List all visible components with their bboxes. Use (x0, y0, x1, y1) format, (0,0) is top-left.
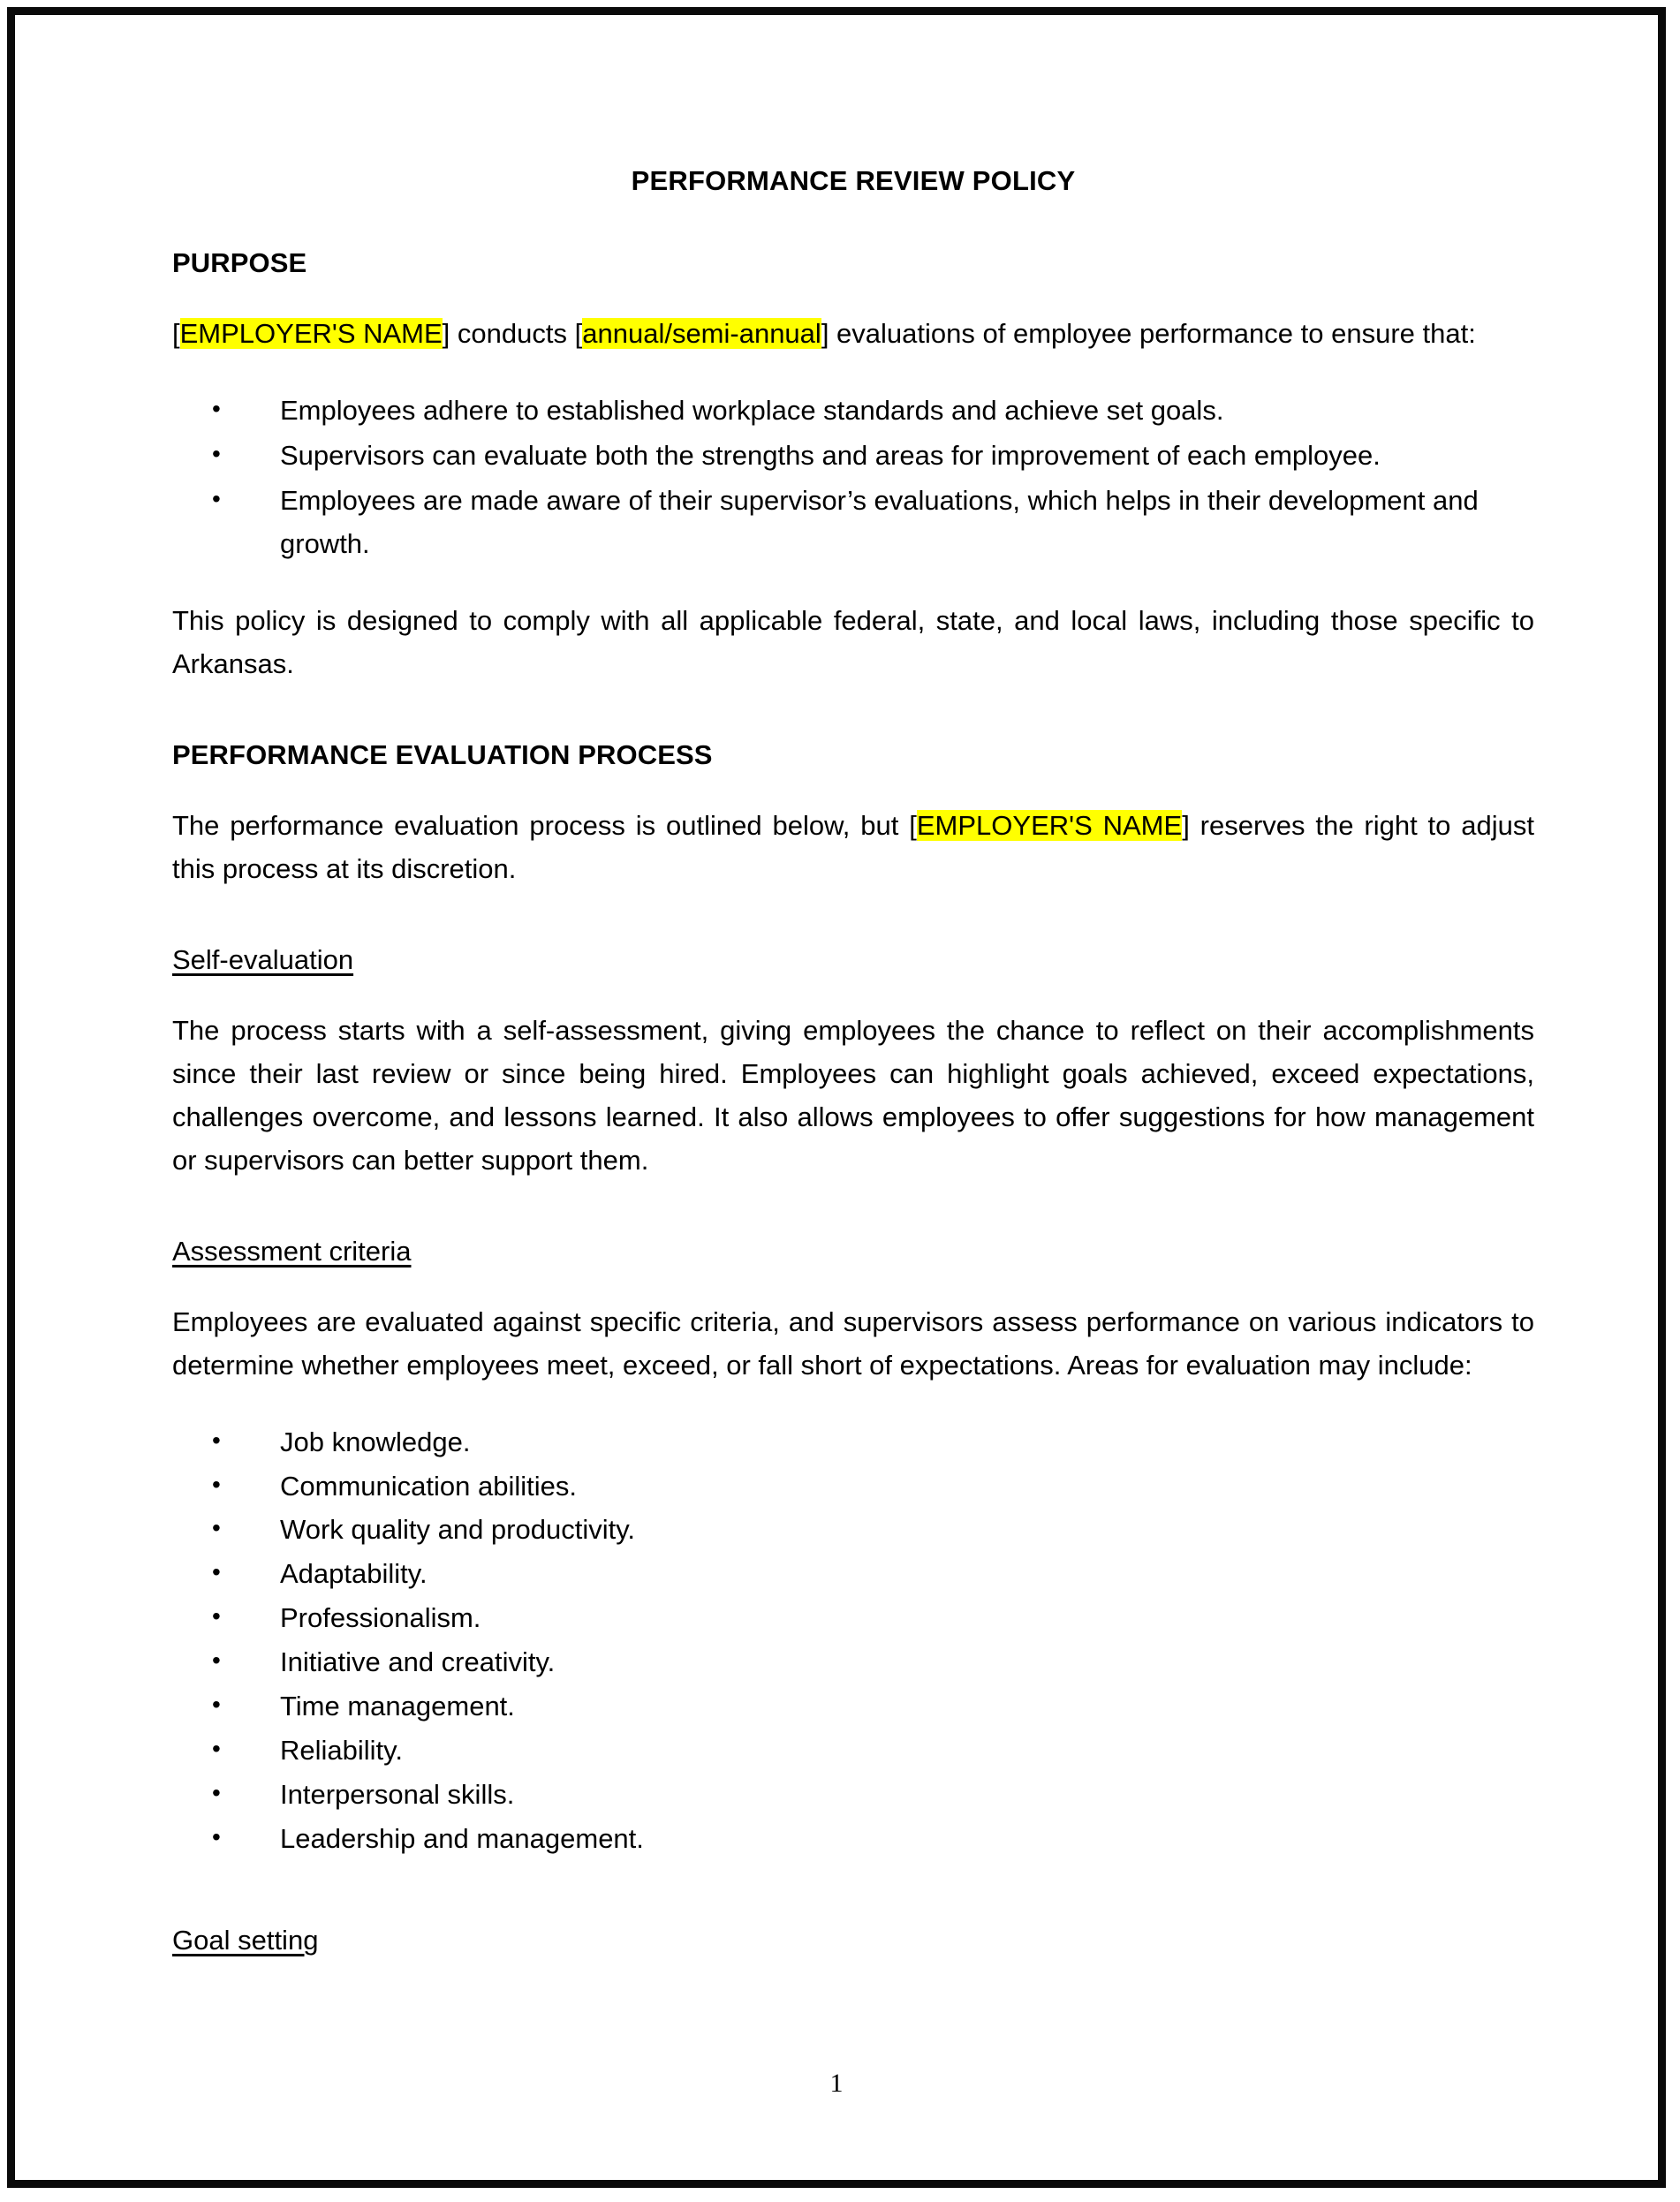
list-item: • Time management. (172, 1685, 1534, 1729)
placeholder-employer-name-2: EMPLOYER'S NAME (916, 809, 1183, 841)
document-title: PERFORMANCE REVIEW POLICY (631, 165, 1076, 196)
list-item: • Initiative and creativity. (172, 1641, 1534, 1684)
page-number: 1 (829, 2069, 844, 2098)
list-item: • Employees adhere to established workplace standards and achieve set goals. (172, 390, 1534, 433)
subsection-spacer-3 (172, 1895, 1534, 1925)
assessment-criteria-paragraph: Employees are evaluated against specific criteria, and supervisors assess performance on various indicators to determine whether employees meet, exceed, or fall short of expectations. Areas for evaluation may include: (172, 1305, 1534, 1381)
bracket-close-3: ] (1182, 809, 1190, 841)
section-spacer (172, 720, 1534, 739)
subheading-self-evaluation: Self-evaluation (172, 943, 354, 975)
list-item: • Employees are made aware of their supervisor’s evaluations, which helps in their development and growth. (172, 480, 1534, 566)
evaluation-intro-suffix: reserves the right to adjust this process at its discretion. (172, 809, 1534, 884)
list-item: • Adaptability. (172, 1553, 1534, 1596)
page-border-frame (7, 7, 1666, 2188)
evaluation-process-intro-paragraph (172, 805, 1534, 891)
subsection-spacer (172, 925, 1534, 944)
placeholder-employer-name: EMPLOYER'S NAME (179, 318, 443, 349)
list-item: • Professionalism. (172, 1597, 1534, 1640)
list-item: • Supervisors can evaluate both the strengths and areas for improvement of each employee. (172, 435, 1534, 478)
list-item: • Communication abilities. (172, 1465, 1534, 1509)
subheading-assessment-criteria: Assessment criteria (172, 1235, 412, 1267)
section-heading-evaluation-process: PERFORMANCE EVALUATION PROCESS (172, 738, 713, 770)
document-page (15, 15, 1658, 2180)
list-item: • Leadership and management. (172, 1818, 1534, 1861)
list-item: • Reliability. (172, 1729, 1534, 1773)
bracket-close-2: ] (821, 318, 829, 349)
subsection-spacer-2 (172, 1216, 1534, 1236)
bracket-open: [ (172, 318, 180, 349)
compliance-paragraph: This policy is designed to comply with all applicable federal, state, and local laws, including those specific to Arkansas. (172, 604, 1534, 679)
document-content (172, 165, 1534, 1990)
section-heading-purpose: PURPOSE (172, 247, 307, 278)
bracket-close: ] (442, 318, 450, 349)
list-item: • Work quality and productivity. (172, 1509, 1534, 1552)
bracket-open-3: [ (909, 809, 917, 841)
placeholder-review-frequency: annual/semi-annual (582, 318, 821, 349)
purpose-intro-tail: evaluations of employee performance to ensure that: (829, 318, 1476, 349)
bracket-open-2: [ (574, 318, 583, 349)
list-item: • Job knowledge. (172, 1421, 1534, 1464)
purpose-intro-paragraph (172, 313, 1534, 356)
purpose-bullet-list (172, 390, 1534, 566)
evaluation-intro-prefix: The performance evaluation process is outlined below, but (172, 809, 910, 841)
subheading-goal-setting: Goal setting (172, 1925, 319, 1956)
assessment-criteria-list (172, 1421, 1534, 1862)
purpose-intro-mid: conducts (450, 318, 575, 349)
list-item: • Interpersonal skills. (172, 1774, 1534, 1817)
self-evaluation-paragraph: The process starts with a self-assessment, giving employees the chance to reflect on their accomplishments since their last review or since being hired. Employees can highlight goals achieved, exceed expectations, challenges overcome, and lessons learned. It also allows employees to offer suggestions for how management or supervisors can better support them. (172, 1014, 1534, 1176)
